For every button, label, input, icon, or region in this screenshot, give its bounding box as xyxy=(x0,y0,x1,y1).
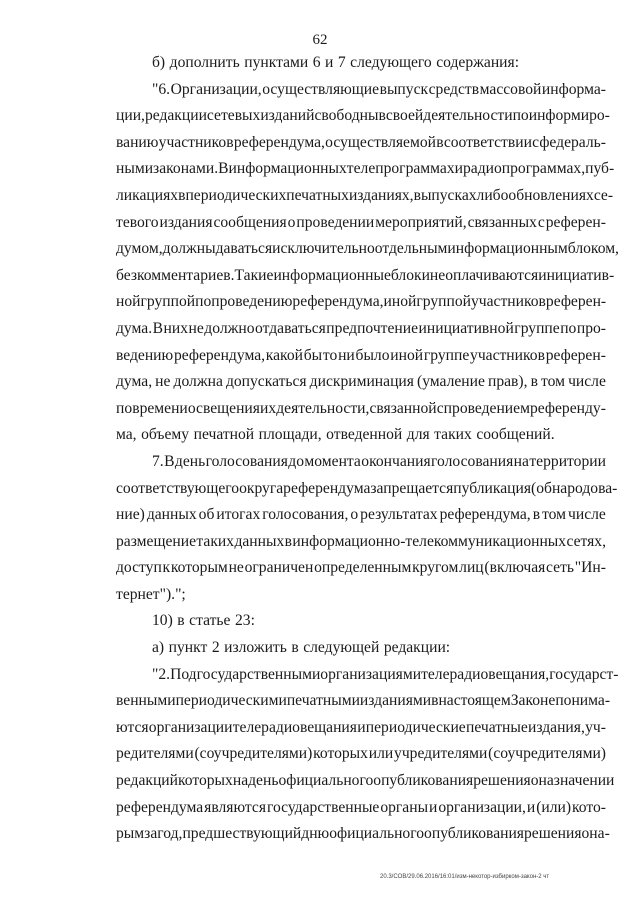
word: информационные xyxy=(273,266,391,284)
text-line xyxy=(116,130,606,157)
word: осуществляемой xyxy=(325,133,436,151)
word: деятельности xyxy=(423,107,513,125)
word: официального xyxy=(278,772,374,790)
word: думом, xyxy=(116,240,163,258)
word: на- xyxy=(589,825,610,843)
word: и xyxy=(325,54,334,71)
word: них xyxy=(163,319,189,337)
word: связанных xyxy=(467,213,537,231)
word: числе xyxy=(568,373,606,391)
word: учредителями xyxy=(394,745,488,763)
word: Такие xyxy=(234,266,274,284)
word: организации xyxy=(148,718,233,736)
word: референдума xyxy=(283,479,371,497)
word: инициативной xyxy=(418,319,514,337)
word: референ- xyxy=(545,346,606,364)
word: блоком, xyxy=(567,240,619,258)
word: телепрограммах xyxy=(346,160,455,178)
word: которым xyxy=(170,559,228,577)
word: массовой xyxy=(479,80,542,98)
word: сообщения xyxy=(213,213,287,231)
word: следующей xyxy=(303,639,380,657)
word: не xyxy=(188,319,204,337)
text-line xyxy=(116,369,606,396)
word: телерадиовещания, xyxy=(421,665,550,683)
page-number: 62 xyxy=(312,32,328,48)
word: с xyxy=(436,399,444,417)
word: пункт xyxy=(168,639,208,657)
word: с xyxy=(532,133,540,151)
word: периодическими xyxy=(175,692,287,710)
word: печатными xyxy=(286,692,360,710)
word: размещение xyxy=(116,532,196,550)
word: какой xyxy=(265,346,303,364)
word: опубликования xyxy=(373,772,474,790)
word: ма, xyxy=(116,426,137,444)
word: ной xyxy=(116,293,141,311)
word: редакции: xyxy=(383,639,451,657)
word: оплачиваются xyxy=(445,266,539,284)
word: средств xyxy=(428,80,480,98)
word: блоки xyxy=(390,266,430,284)
word: доступ xyxy=(116,559,162,577)
word: являются xyxy=(204,798,266,816)
word: Законе xyxy=(510,692,556,710)
text-line xyxy=(116,608,606,635)
word: решения xyxy=(523,825,582,843)
word: прав), xyxy=(487,373,528,391)
word: момента xyxy=(304,452,361,470)
word: связанной xyxy=(369,399,437,417)
word: проведении xyxy=(296,213,375,231)
word: в xyxy=(431,692,439,710)
word: выпуск xyxy=(379,80,429,98)
word: ными xyxy=(116,160,154,178)
word: времени xyxy=(132,399,188,417)
word: день xyxy=(248,772,279,790)
word: сеть xyxy=(546,559,575,577)
word: государственные xyxy=(266,798,380,816)
word: деятельности, xyxy=(276,399,370,417)
word: по xyxy=(512,107,529,125)
word: референ- xyxy=(545,213,606,231)
word: изданиями xyxy=(359,692,432,710)
word: об xyxy=(198,506,215,524)
word: в xyxy=(178,186,186,204)
text-line xyxy=(116,183,614,210)
word: таких xyxy=(196,532,235,550)
text-line xyxy=(116,529,606,556)
word: по xyxy=(195,293,212,311)
word: инициатив- xyxy=(538,266,615,284)
text-line xyxy=(116,396,606,423)
word: запрещается xyxy=(370,479,454,497)
text-line xyxy=(116,688,611,715)
text-line xyxy=(116,768,615,795)
word: исключительно xyxy=(272,240,375,258)
word: которых xyxy=(177,772,233,790)
word: телерадиовещания xyxy=(232,718,357,736)
word: определенным xyxy=(314,559,412,577)
text-line xyxy=(116,662,619,689)
word: печатной xyxy=(193,426,255,444)
word: предпочтение xyxy=(326,319,419,337)
word: федераль- xyxy=(539,133,606,151)
word: проведением xyxy=(443,399,530,417)
word: ванию xyxy=(116,133,159,151)
word: том xyxy=(541,373,565,391)
word: голосования, xyxy=(262,506,349,524)
word: 10) xyxy=(152,612,173,630)
word: В xyxy=(152,319,164,337)
word: се- xyxy=(593,186,614,204)
text-line xyxy=(116,715,606,742)
word: кото- xyxy=(572,798,606,816)
word: в xyxy=(530,373,538,391)
word: в xyxy=(291,639,299,657)
word: (или) xyxy=(536,798,572,816)
text-line xyxy=(116,741,606,768)
text-line xyxy=(116,289,606,316)
word: тернет")."; xyxy=(116,585,186,603)
word: решения xyxy=(473,772,531,790)
word: дискриминация xyxy=(309,373,414,391)
word: печатные xyxy=(465,718,528,736)
word: на xyxy=(232,772,249,790)
word: референдума xyxy=(116,798,204,816)
word: должно xyxy=(204,319,255,337)
word: или xyxy=(368,745,394,763)
word: и xyxy=(429,798,438,816)
word: о xyxy=(350,506,359,524)
word: уч- xyxy=(585,718,606,736)
word: Организации, xyxy=(170,80,262,98)
text-line xyxy=(116,210,606,237)
word: освещения xyxy=(187,399,260,417)
word: их xyxy=(260,399,277,417)
word: ции, xyxy=(116,107,145,125)
word: о xyxy=(287,213,296,231)
word: и xyxy=(526,798,536,816)
word: к xyxy=(162,559,171,577)
word: участников xyxy=(158,133,234,151)
word: было xyxy=(355,346,390,364)
word: дополнить xyxy=(169,54,240,71)
word: издания, xyxy=(528,718,585,736)
text-line xyxy=(116,236,619,263)
word: площади, xyxy=(258,426,322,444)
word: в xyxy=(284,532,293,550)
word: с xyxy=(537,213,545,231)
word: день xyxy=(174,452,206,470)
text-line xyxy=(116,50,606,77)
word: округа xyxy=(239,479,284,497)
word: 23: xyxy=(234,612,255,630)
word: по xyxy=(116,399,133,417)
word: объему xyxy=(141,426,190,444)
word: данных xyxy=(234,532,285,550)
word: В xyxy=(164,452,175,470)
word: своей xyxy=(385,107,424,125)
word: изложить xyxy=(224,639,287,657)
word: проведению xyxy=(211,293,293,311)
word: 6 xyxy=(312,54,321,71)
word: на xyxy=(513,452,529,470)
word: организациями xyxy=(320,665,422,683)
word: информационно-телекоммуникационных xyxy=(292,532,567,550)
word: (соучредителями) xyxy=(488,745,606,763)
word: изданиях, xyxy=(348,186,414,204)
word: "Ин- xyxy=(574,559,606,577)
word: группой xyxy=(140,293,196,311)
word: которых xyxy=(313,745,368,763)
word: ограничен xyxy=(244,559,314,577)
word: и xyxy=(357,718,366,736)
word: венными xyxy=(116,692,176,710)
word: и xyxy=(454,160,463,178)
word: комментариев. xyxy=(137,266,235,284)
word: информа- xyxy=(541,80,606,98)
word: о xyxy=(581,825,590,843)
word: участников xyxy=(470,346,545,364)
word: референдума, xyxy=(233,133,325,151)
word: пуб- xyxy=(585,160,615,178)
word: окончания xyxy=(361,452,431,470)
word: референ- xyxy=(545,293,607,311)
word: рым xyxy=(116,825,145,843)
word: "6. xyxy=(152,80,171,98)
word: числе xyxy=(568,506,606,524)
word: либо xyxy=(476,186,509,204)
word: то xyxy=(322,346,338,364)
word: территории xyxy=(529,452,606,470)
word: результатах xyxy=(360,506,438,524)
word: в xyxy=(378,107,386,125)
word: про- xyxy=(576,319,606,337)
word: следующего xyxy=(350,54,432,71)
text-line xyxy=(116,555,606,582)
word: участников xyxy=(470,293,546,311)
word: (соучредителями) xyxy=(194,745,313,763)
word: тевого xyxy=(116,213,159,231)
text-line xyxy=(116,821,610,848)
word: обновлениях xyxy=(508,186,594,204)
word: должны xyxy=(162,240,216,258)
word: о xyxy=(530,772,539,790)
word: пунктами xyxy=(244,54,309,71)
word: отдельным xyxy=(374,240,448,258)
word: бы xyxy=(303,346,323,364)
word: периодических xyxy=(185,186,287,204)
word: для xyxy=(406,426,430,444)
word: том xyxy=(542,506,567,524)
word: даваться xyxy=(215,240,273,258)
text-line xyxy=(116,77,606,104)
word: назначении xyxy=(538,772,615,790)
word: группе xyxy=(423,346,470,364)
word: должна xyxy=(173,373,223,391)
word: допускаться xyxy=(225,373,307,391)
word: мероприятий, xyxy=(375,213,467,231)
word: в xyxy=(532,506,541,524)
text-line xyxy=(116,422,606,449)
word: публикация xyxy=(453,479,532,497)
word: органы xyxy=(380,798,429,816)
word: референдума, xyxy=(173,346,266,364)
word: в xyxy=(177,612,185,630)
text-line xyxy=(116,502,606,529)
word: сообщений. xyxy=(476,426,555,444)
word: соответствии xyxy=(443,133,532,151)
word: В xyxy=(218,160,229,178)
word: редакции xyxy=(144,107,207,125)
word: лиц xyxy=(459,559,484,577)
word: выпусках xyxy=(413,186,477,204)
word: понима- xyxy=(555,692,611,710)
text-line xyxy=(116,449,606,476)
word: 7 xyxy=(337,54,346,71)
word: печатных xyxy=(286,186,349,204)
word: б) xyxy=(152,54,166,71)
word: отдаваться xyxy=(255,319,326,337)
text-line xyxy=(116,263,615,290)
word: не xyxy=(429,266,446,284)
word: дума. xyxy=(116,319,153,337)
word: иной xyxy=(390,346,424,364)
word: до xyxy=(288,452,305,470)
word: свободны xyxy=(314,107,379,125)
word: (обнародова- xyxy=(531,479,618,497)
word: дума, xyxy=(116,373,153,391)
word: по xyxy=(560,319,577,337)
word: ведению xyxy=(116,346,174,364)
word: в xyxy=(436,133,444,151)
word: без xyxy=(116,266,137,284)
word: сетях, xyxy=(566,532,606,550)
word: референду- xyxy=(530,399,606,417)
word: данных xyxy=(146,506,197,524)
text-line xyxy=(116,103,610,130)
word: группой xyxy=(416,293,471,311)
word: изданий xyxy=(260,107,315,125)
text-line xyxy=(116,316,606,343)
word: издания xyxy=(159,213,213,231)
word: не xyxy=(228,559,244,577)
word: редителями xyxy=(116,745,194,763)
word: организации, xyxy=(438,798,526,816)
word: статье xyxy=(189,612,231,630)
word: государственными xyxy=(196,665,321,683)
word: 2 xyxy=(211,639,220,657)
word: референдума, xyxy=(439,506,531,524)
word: информационным xyxy=(447,240,568,258)
word: референдума, xyxy=(292,293,384,311)
text-line xyxy=(116,795,606,822)
word: ликациях xyxy=(116,186,179,204)
word: не xyxy=(155,373,171,391)
footer-file-path: 20.3/COB/29.06.2016/16:01/изм-некотор-избирком-закон-2 чт xyxy=(380,874,550,880)
word: ются xyxy=(116,718,149,736)
word: опубликования xyxy=(424,825,524,843)
word: настоящем xyxy=(438,692,511,710)
text-line xyxy=(116,343,606,370)
word: информационных xyxy=(228,160,347,178)
word: 7. xyxy=(152,452,164,470)
word: официального xyxy=(329,825,425,843)
word: редакций xyxy=(116,772,178,790)
word: Под xyxy=(170,665,197,683)
word: а) xyxy=(152,639,165,657)
text-line xyxy=(116,582,606,609)
word: периодические xyxy=(365,718,466,736)
text-line xyxy=(116,156,615,183)
word: иной xyxy=(383,293,417,311)
word: кругом xyxy=(412,559,459,577)
word: (умаление xyxy=(417,373,485,391)
word: радиопрограммах, xyxy=(463,160,586,178)
word: дню xyxy=(301,825,330,843)
word: соответствующего xyxy=(116,479,240,497)
word: (включая xyxy=(484,559,546,577)
document-body xyxy=(116,50,619,848)
word: информиро- xyxy=(528,107,610,125)
text-line xyxy=(116,635,606,662)
word: предшествующий xyxy=(182,825,302,843)
word: голосования xyxy=(431,452,514,470)
word: таких xyxy=(434,426,472,444)
text-line xyxy=(116,476,618,503)
word: сетевых xyxy=(206,107,261,125)
word: "2. xyxy=(152,665,171,683)
word: ни xyxy=(338,346,355,364)
word: ние) xyxy=(116,506,145,524)
word: год, xyxy=(157,825,183,843)
word: за xyxy=(144,825,158,843)
word: группе xyxy=(514,319,560,337)
word: осуществляющие xyxy=(262,80,380,98)
word: итогах xyxy=(216,506,261,524)
word: государст- xyxy=(549,665,619,683)
word: голосования xyxy=(205,452,288,470)
word: содержания: xyxy=(436,54,520,71)
word: отведенной xyxy=(326,426,403,444)
word: законами. xyxy=(153,160,219,178)
